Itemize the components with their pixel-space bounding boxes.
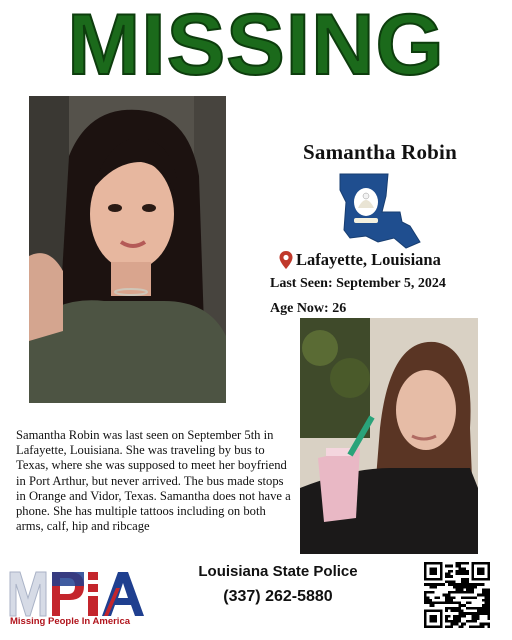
location-pin-icon xyxy=(278,250,294,270)
contact-phone: (337) 262-5880 xyxy=(223,588,333,605)
person-name: Samantha Robin xyxy=(303,140,457,164)
logo-caption: Missing People In America xyxy=(10,616,131,627)
last-seen-date: Last Seen: September 5, 2024 xyxy=(270,276,446,291)
agency-name: Louisiana State Police xyxy=(198,563,358,580)
missing-headline: MISSING xyxy=(67,0,445,93)
last-seen-location: Lafayette, Louisiana xyxy=(296,250,441,269)
case-description: Samantha Robin was last seen on September 5th in Lafayette, Louisiana. She was traveling by bus to Texas, where she was supposed to meet her boyfriend in Port Arthur, but never arrived. The bus made stops in Orange and Vidor, Texas. Samantha does not have a phone. She has multiple tattoos including on both arms, calf, hip and ribcage xyxy=(16,428,291,534)
second-person-photo xyxy=(300,318,478,554)
louisiana-flag-map-icon xyxy=(336,172,422,250)
current-age: Age Now: 26 xyxy=(270,301,347,316)
qr-code-icon xyxy=(424,562,490,628)
location-line xyxy=(278,249,488,271)
missing-person-photo xyxy=(29,96,226,403)
